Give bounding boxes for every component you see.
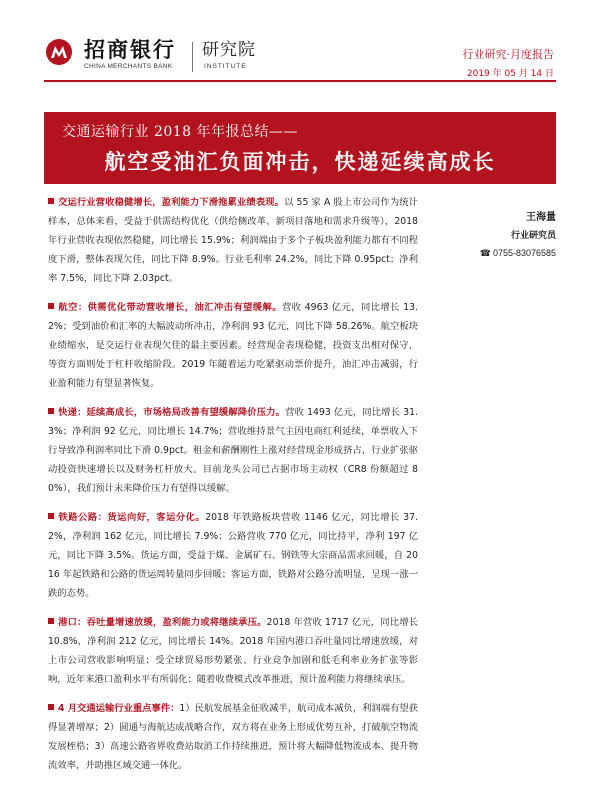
bullet-icon [48, 408, 54, 414]
bullet-icon [48, 303, 54, 309]
section-lead: 快递：延续高成长，市场格局改善有望缓解降价压力。 [58, 407, 286, 418]
section-paragraph [48, 613, 418, 689]
section-body: 以 55 家 A 股上市公司作为统计样本，总体来看，受益于供需结构优化（供给侧改革、新项目落地和需求升级等），2018 年行业营收表现依然稳健，同比增长 15.9%；利润端由于多个子板块盈利能力都有不同程度下滑，整体表现欠佳，同比下降 8.9%。行业毛利率 24.2%，同比下降 0.95pct；净利率 7.5%，同比下降 2.03pct。 [48, 197, 418, 284]
phone-icon: ☎ [479, 248, 491, 258]
section-paragraph [48, 699, 418, 775]
section-paragraph [48, 298, 418, 393]
section-body: 营收 4963 亿元，同比增长 13.2%；受到油价和汇率的大幅波动所冲击，净利润 93 亿元，同比下降 58.26%。航空板块业绩缩水，是交运行业表现欠佳的最主要因素。经营现金表现稳健，投资支出相对保守，等资方面则处于杠杆收缩阶段。2019 年随着运力吃紧驱动票价提升，油汇冲击减弱，行业盈利能力有望显著恢复。 [48, 302, 418, 389]
brand-divider [192, 42, 193, 72]
title-banner [44, 112, 556, 184]
bullet-icon [48, 618, 54, 624]
brand-name: 招商银行 [84, 38, 176, 62]
report-subtitle: 交通运输行业 2018 年年报总结—— [62, 124, 299, 140]
section-lead: 航空：供需优化带动营收增长，油汇冲击有望缓解。 [58, 302, 282, 313]
section-paragraph [48, 508, 418, 603]
section-paragraph [48, 403, 418, 498]
section-body: 2018 年营收 1717 亿元，同比增长 10.8%，净利润 212 亿元，同比增长 14%。2018 年国内港口吞吐量同比增速放缓，对上市公司营收影响明显；受全球贸易形势紧张、行业竞争加剧和低毛利率业务扩张等影响，近年来港口盈利水平有所弱化；随着收费模式改革推进，预计盈利能力将继续承压。 [48, 617, 418, 685]
report-type: 行业研究·月度报告 [462, 48, 554, 61]
header-divider [44, 80, 556, 82]
section-paragraph [48, 193, 418, 288]
section-lead: 铁路公路：货运向好，客运分化。 [58, 512, 206, 523]
section-lead: 港口：吞吐量增速放缓，盈利能力或将继续承压。 [58, 617, 267, 628]
brand-name-en: CHINA MERCHANTS BANK [84, 63, 173, 70]
author-name: 王海量 [526, 212, 556, 223]
institute-name: 研究院 [202, 40, 256, 60]
section-body: 2018 年铁路板块营收 1146 亿元，同比增长 37.2%，净利润 162 亿元，同比增长 7.9%；公路营收 770 亿元，同比持平，净利 197 亿元，同比下降 3.5%。货运方面，受益于煤、金属矿石、钢铁等大宗商品需求回暖，自 2016 年起铁路和公路的货运周转量同步回暖；客运方面，铁路对公路分流明显，呈现一涨一跌的态势。 [48, 512, 418, 599]
section-body: 1）民航发展基金征收减半，航司成本减负，利润端有望获得显著增厚；2）圆通与海航达成战略合作，双方将在业务上形成优势互补，打破航空物流发展桎梏；3）高速公路省界收费站取消工作持续推进，预计将大幅降低物流成本、提升物流效率，并助推区域交通一体化。 [48, 703, 418, 771]
author-phone [480, 248, 556, 259]
bullet-icon [48, 704, 54, 710]
report-title: 航空受油汇负面冲击，快递延续高成长 [104, 150, 496, 174]
section-lead: 交运行业营收稳健增长，盈利能力下滑拖累业绩表现。 [58, 197, 285, 208]
author-title: 行业研究员 [510, 231, 556, 241]
institute-name-en: INSTITUTE [204, 63, 247, 70]
bullet-icon [48, 513, 54, 519]
report-date: 2019 年 05 月 14 日 [466, 69, 554, 79]
section-body: 营收 1493 亿元，同比增长 31.3%；净利润 92 亿元，同比增长 14.7%；营收维持景气主因电商红利延续，单票收入下行导致净利润率同比下滑 0.9pct。租金和薪酬刚性上涨对经营现金形成挤占，行业扩张驱动投资快速增长以及财务杠杆放大。目前龙头公司已占据市场主动权（CR8 份额超过 80%），我们预计未来降价压力有望得以缓解。 [48, 407, 418, 494]
cmb-logo-icon [45, 38, 73, 66]
summary-content [48, 193, 418, 785]
section-lead: 4 月交通运输行业重点事件： [58, 703, 180, 714]
author-phone-number: 0755-83076585 [492, 248, 556, 258]
bullet-icon [48, 198, 54, 204]
